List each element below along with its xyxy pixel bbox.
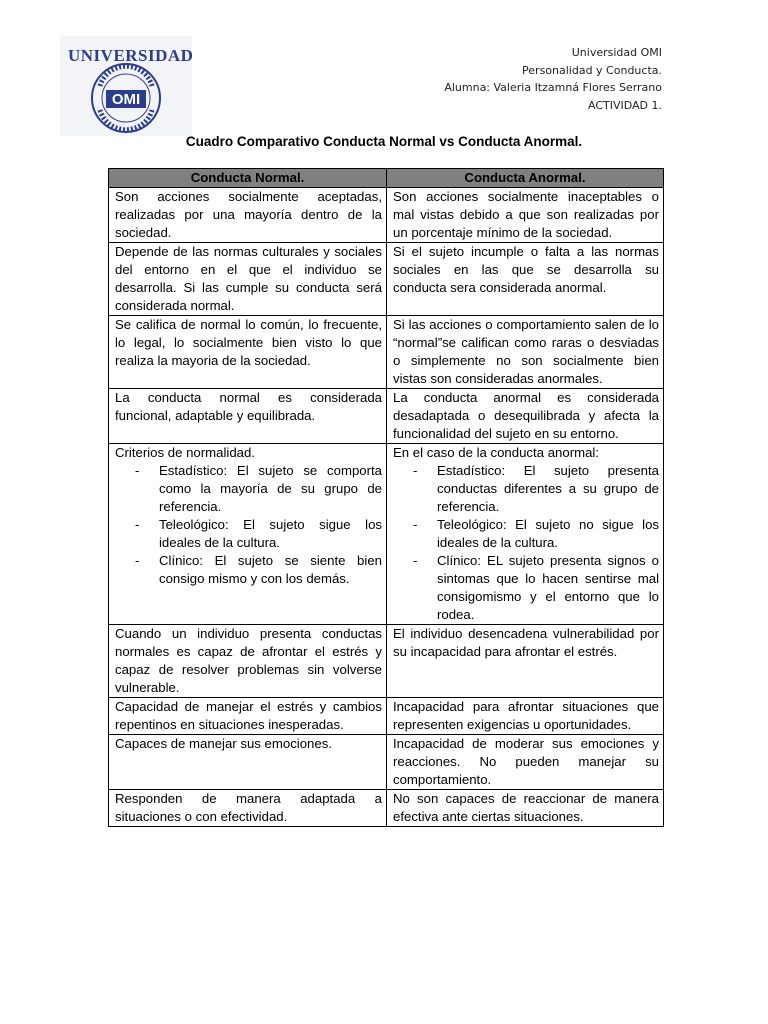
list-item: - Teleológico: El sujeto no sigue los ideales de la cultura. [413,516,659,552]
table-row [109,625,664,698]
criteria-intro: En el caso de la conducta anormal: [393,445,599,460]
header-activity: ACTIVIDAD 1. [587,98,662,112]
header-course: Personalidad y Conducta. [522,63,662,77]
cell-normal: Responden de manera adaptada a situaciones o con efectividad. [109,790,387,827]
criteria-list [115,462,382,588]
list-item: - Estadístico: El sujeto presenta conductas diferentes a su grupo de referencia. [413,462,659,516]
cell-anormal: Si el sujeto incumple o falta a las normas sociales en las que se desarrolla su conducta sera considerada anormal. [387,243,664,316]
cell-anormal: Incapacidad de moderar sus emociones y reacciones. No pueden manejar su comportamiento. [387,735,664,790]
cell-anormal [387,444,664,625]
cell-anormal: La conducta anormal es considerada desadaptada o desequilibrada y afecta la funcionalidad del sujeto en su entorno. [387,389,664,444]
page-title: Cuadro Comparativo Conducta Normal vs Conducta Anormal. [185,134,583,149]
table-row [109,389,664,444]
table-row [109,735,664,790]
table-row [109,188,664,243]
cell-anormal: Son acciones socialmente inaceptables o mal vistas debido a que son realizadas por un porcentaje mínimo de la sociedad. [387,188,664,243]
list-item: - Clínico: EL sujeto presenta signos o sintomas que lo hacen sentirse mal consigomismo y el entorno que lo rodea. [413,552,659,624]
cell-normal [109,444,387,625]
header-normal: Conducta Normal. [109,169,387,188]
header-student: Alumna: Valeria Itzamná Flores Serrano [444,81,662,94]
cell-normal: Depende de las normas culturales y sociales del entorno en el que el individuo se desarrolla. Si las cumple su conducta será considerada normal. [109,243,387,316]
criteria-list [393,462,659,624]
cell-normal: Cuando un individuo presenta conductas normales es capaz de afrontar el estrés y capaz de resolver problemas sin volverse vulnerable. [109,625,387,698]
comparison-table [108,168,664,827]
cell-normal: La conducta normal es considerada funcional, adaptable y equilibrada. [109,389,387,444]
cell-normal: Son acciones socialmente aceptadas, realizadas por una mayoría dentro de la sociedad. [109,188,387,243]
criteria-intro: Criterios de normalidad. [115,445,255,460]
cell-anormal: Si las acciones o comportamiento salen de lo “normal”se califican como raras o desviadas o simplemente no son socialmente bien vistas son consideradas anormales. [387,316,664,389]
table-row [109,444,664,625]
list-item: - Clínico: El sujeto se siente bien consigo mismo y con los demás. [135,552,382,588]
list-item: - Teleológico: El sujeto sigue los ideales de la cultura. [135,516,382,552]
table-row [109,243,664,316]
header-university: Universidad OMI [571,46,662,59]
cell-anormal: No son capaces de reaccionar de manera efectiva ante ciertas situaciones. [387,790,664,827]
cell-normal: Capaces de manejar sus emociones. [109,735,387,790]
cell-anormal: Incapacidad para afrontar situaciones que representen exigencias u oportunidades. [387,698,664,735]
logo-omi-text: OMI [111,91,141,108]
table-header-row [109,169,664,188]
table-row [109,698,664,735]
header-anormal: Conducta Anormal. [387,169,664,188]
university-logo [60,36,192,136]
cell-normal: Capacidad de manejar el estrés y cambios repentinos en situaciones inesperadas. [109,698,387,735]
list-item: - Estadístico: El sujeto se comporta como la mayoría de su grupo de referencia. [135,462,382,516]
table-row [109,790,664,827]
table-row [109,316,664,389]
cell-normal: Se califica de normal lo común, lo frecuente, lo legal, lo socialmente bien visto lo que realiza la mayoria de la sociedad. [109,316,387,389]
cell-anormal: El individuo desencadena vulnerabilidad por su incapacidad para afrontar el estrés. [387,625,664,698]
logo-title: UNIVERSIDAD [68,46,194,65]
header-info [444,44,662,114]
